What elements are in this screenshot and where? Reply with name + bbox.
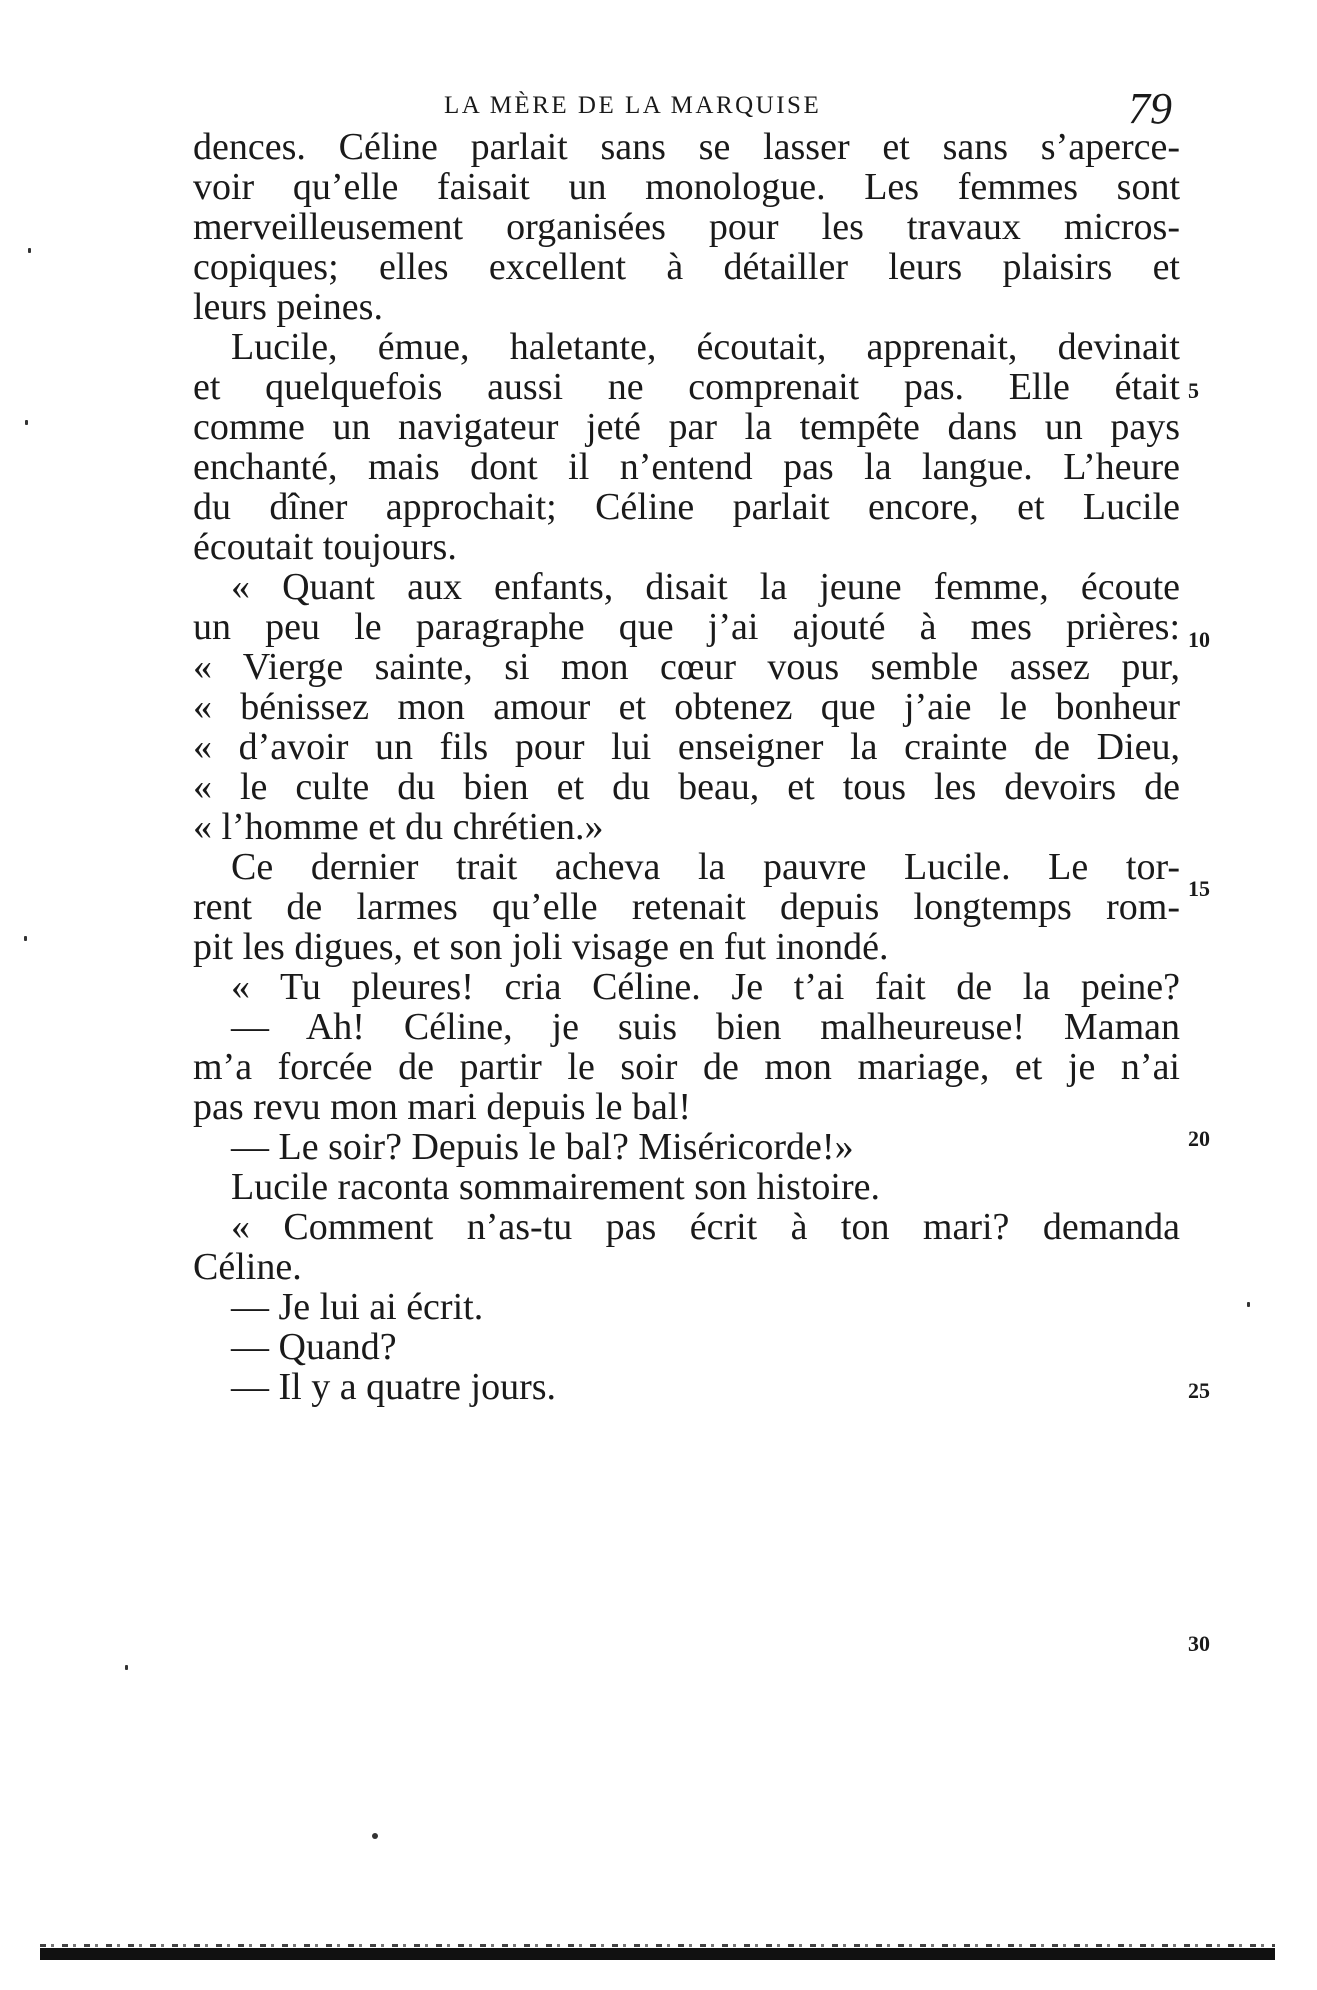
text-line: pas revu mon mari depuis le bal! <box>193 1086 692 1128</box>
text-line: Ce dernier trait acheva la pauvre Lucile. Le tor- <box>231 846 1180 888</box>
text-line: un peu le paragraphe que j’ai ajouté à mes prières: <box>193 606 1180 648</box>
text-line: — Le soir? Depuis le bal? Miséricorde!» <box>231 1126 854 1168</box>
scan-speck <box>125 1665 128 1670</box>
text-line: dences. Céline parlait sans se lasser et sans s’aperce- <box>193 126 1180 168</box>
scan-speck <box>25 420 28 425</box>
line-number-5: 5 <box>1188 378 1199 403</box>
line-number-10: 10 <box>1188 627 1210 652</box>
text-line: enchanté, mais dont il n’entend pas la langue. L’heure <box>193 446 1180 488</box>
text-line: « le culte du bien et du beau, et tous les devoirs de <box>193 766 1180 808</box>
text-line: — Quand? <box>231 1326 397 1368</box>
scan-speck <box>1247 1302 1250 1307</box>
text-line: « l’homme et du chrétien.» <box>193 806 604 848</box>
text-line: — Il y a quatre jours. <box>231 1366 557 1408</box>
text-line: « Tu pleures! cria Céline. Je t’ai fait de la peine? <box>231 966 1180 1008</box>
line-number-25: 25 <box>1188 1378 1210 1403</box>
page-number: 79 <box>1128 84 1172 133</box>
text-line: leurs peines. <box>193 286 383 328</box>
text-line: pit les digues, et son joli visage en fut inondé. <box>193 926 889 968</box>
text-line: rent de larmes qu’elle retenait depuis longtemps rom- <box>193 886 1180 928</box>
text-line: — Je lui ai écrit. <box>231 1286 484 1328</box>
page-bottom-edge <box>40 1948 1275 1960</box>
scan-speck <box>24 936 27 941</box>
text-line: Céline. <box>193 1246 302 1288</box>
text-line: « Vierge sainte, si mon cœur vous semble assez pur, <box>193 646 1180 688</box>
scan-speck <box>28 248 31 253</box>
text-line: « Comment n’as-tu pas écrit à ton mari? demanda <box>231 1206 1180 1248</box>
text-line: « bénissez mon amour et obtenez que j’aie le bonheur <box>193 686 1180 728</box>
text-line: et quelquefois aussi ne comprenait pas. Elle était <box>193 366 1180 408</box>
line-number-30: 30 <box>1188 1631 1210 1656</box>
text-line: Lucile, émue, haletante, écoutait, apprenait, devinait <box>231 326 1180 368</box>
line-number-20: 20 <box>1188 1126 1210 1151</box>
text-line: Lucile raconta sommairement son histoire. <box>231 1166 880 1208</box>
text-line: du dîner approchait; Céline parlait encore, et Lucile <box>193 486 1180 528</box>
text-line: écoutait toujours. <box>193 526 457 568</box>
text-line: merveilleusement organisées pour les travaux micros- <box>193 206 1180 248</box>
text-line: copiques; elles excellent à détailler leurs plaisirs et <box>193 246 1180 288</box>
text-line: « Quant aux enfants, disait la jeune femme, écoute <box>231 566 1180 608</box>
running-title: LA MÈRE DE LA MARQUISE <box>444 92 822 119</box>
text-line: — Ah! Céline, je suis bien malheureuse! Maman <box>231 1006 1180 1048</box>
text-line: m’a forcée de partir le soir de mon mariage, et je n’ai <box>193 1046 1180 1088</box>
text-line: voir qu’elle faisait un monologue. Les femmes sont <box>193 166 1180 208</box>
line-number-15: 15 <box>1188 876 1210 901</box>
page-bottom-fringe <box>40 1944 1275 1947</box>
text-line: « d’avoir un fils pour lui enseigner la crainte de Dieu, <box>193 726 1180 768</box>
text-line: comme un navigateur jeté par la tempête dans un pays <box>193 406 1180 448</box>
scan-speck <box>372 1833 378 1839</box>
